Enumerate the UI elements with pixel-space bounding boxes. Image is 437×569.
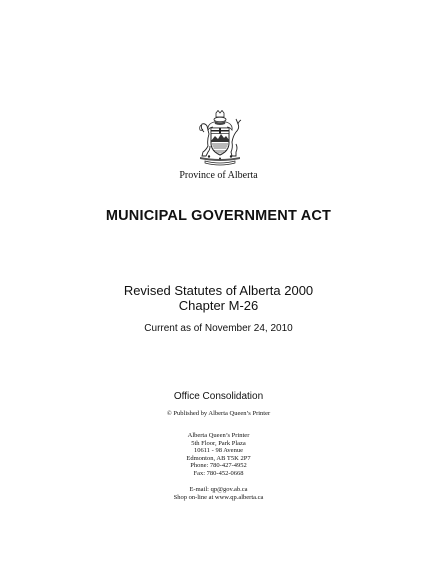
fax-number: Fax: 780-452-0668: [193, 469, 244, 477]
alberta-coat-of-arms-icon: [195, 110, 245, 166]
shop-online-link: Shop on-line at www.qp.alberta.ca: [173, 493, 264, 501]
address-block: [0, 432, 437, 478]
address-line: Edmonton, AB T5K 2P7: [186, 454, 251, 462]
statutes-block: [0, 283, 437, 313]
contact-block: [0, 486, 437, 501]
office-consolidation: Office Consolidation: [173, 391, 264, 402]
address-line: 5th Floor, Park Plaza: [191, 439, 246, 447]
current-as-of: Current as of November 24, 2010: [144, 323, 293, 334]
phone-number: Phone: 780-427-4952: [190, 462, 247, 470]
address-line: 10611 - 98 Avenue: [194, 447, 243, 455]
chapter-line: Chapter M-26: [178, 298, 259, 313]
email-address: E-mail: qp@gov.ab.ca: [189, 486, 248, 493]
statutes-line: Revised Statutes of Alberta 2000: [123, 283, 314, 298]
published-by: © Published by Alberta Queen’s Printer: [166, 410, 271, 417]
act-title: MUNICIPAL GOVERNMENT ACT: [105, 208, 332, 224]
province-name: Province of Alberta: [179, 170, 258, 181]
address-name: Alberta Queen’s Printer: [187, 432, 250, 439]
